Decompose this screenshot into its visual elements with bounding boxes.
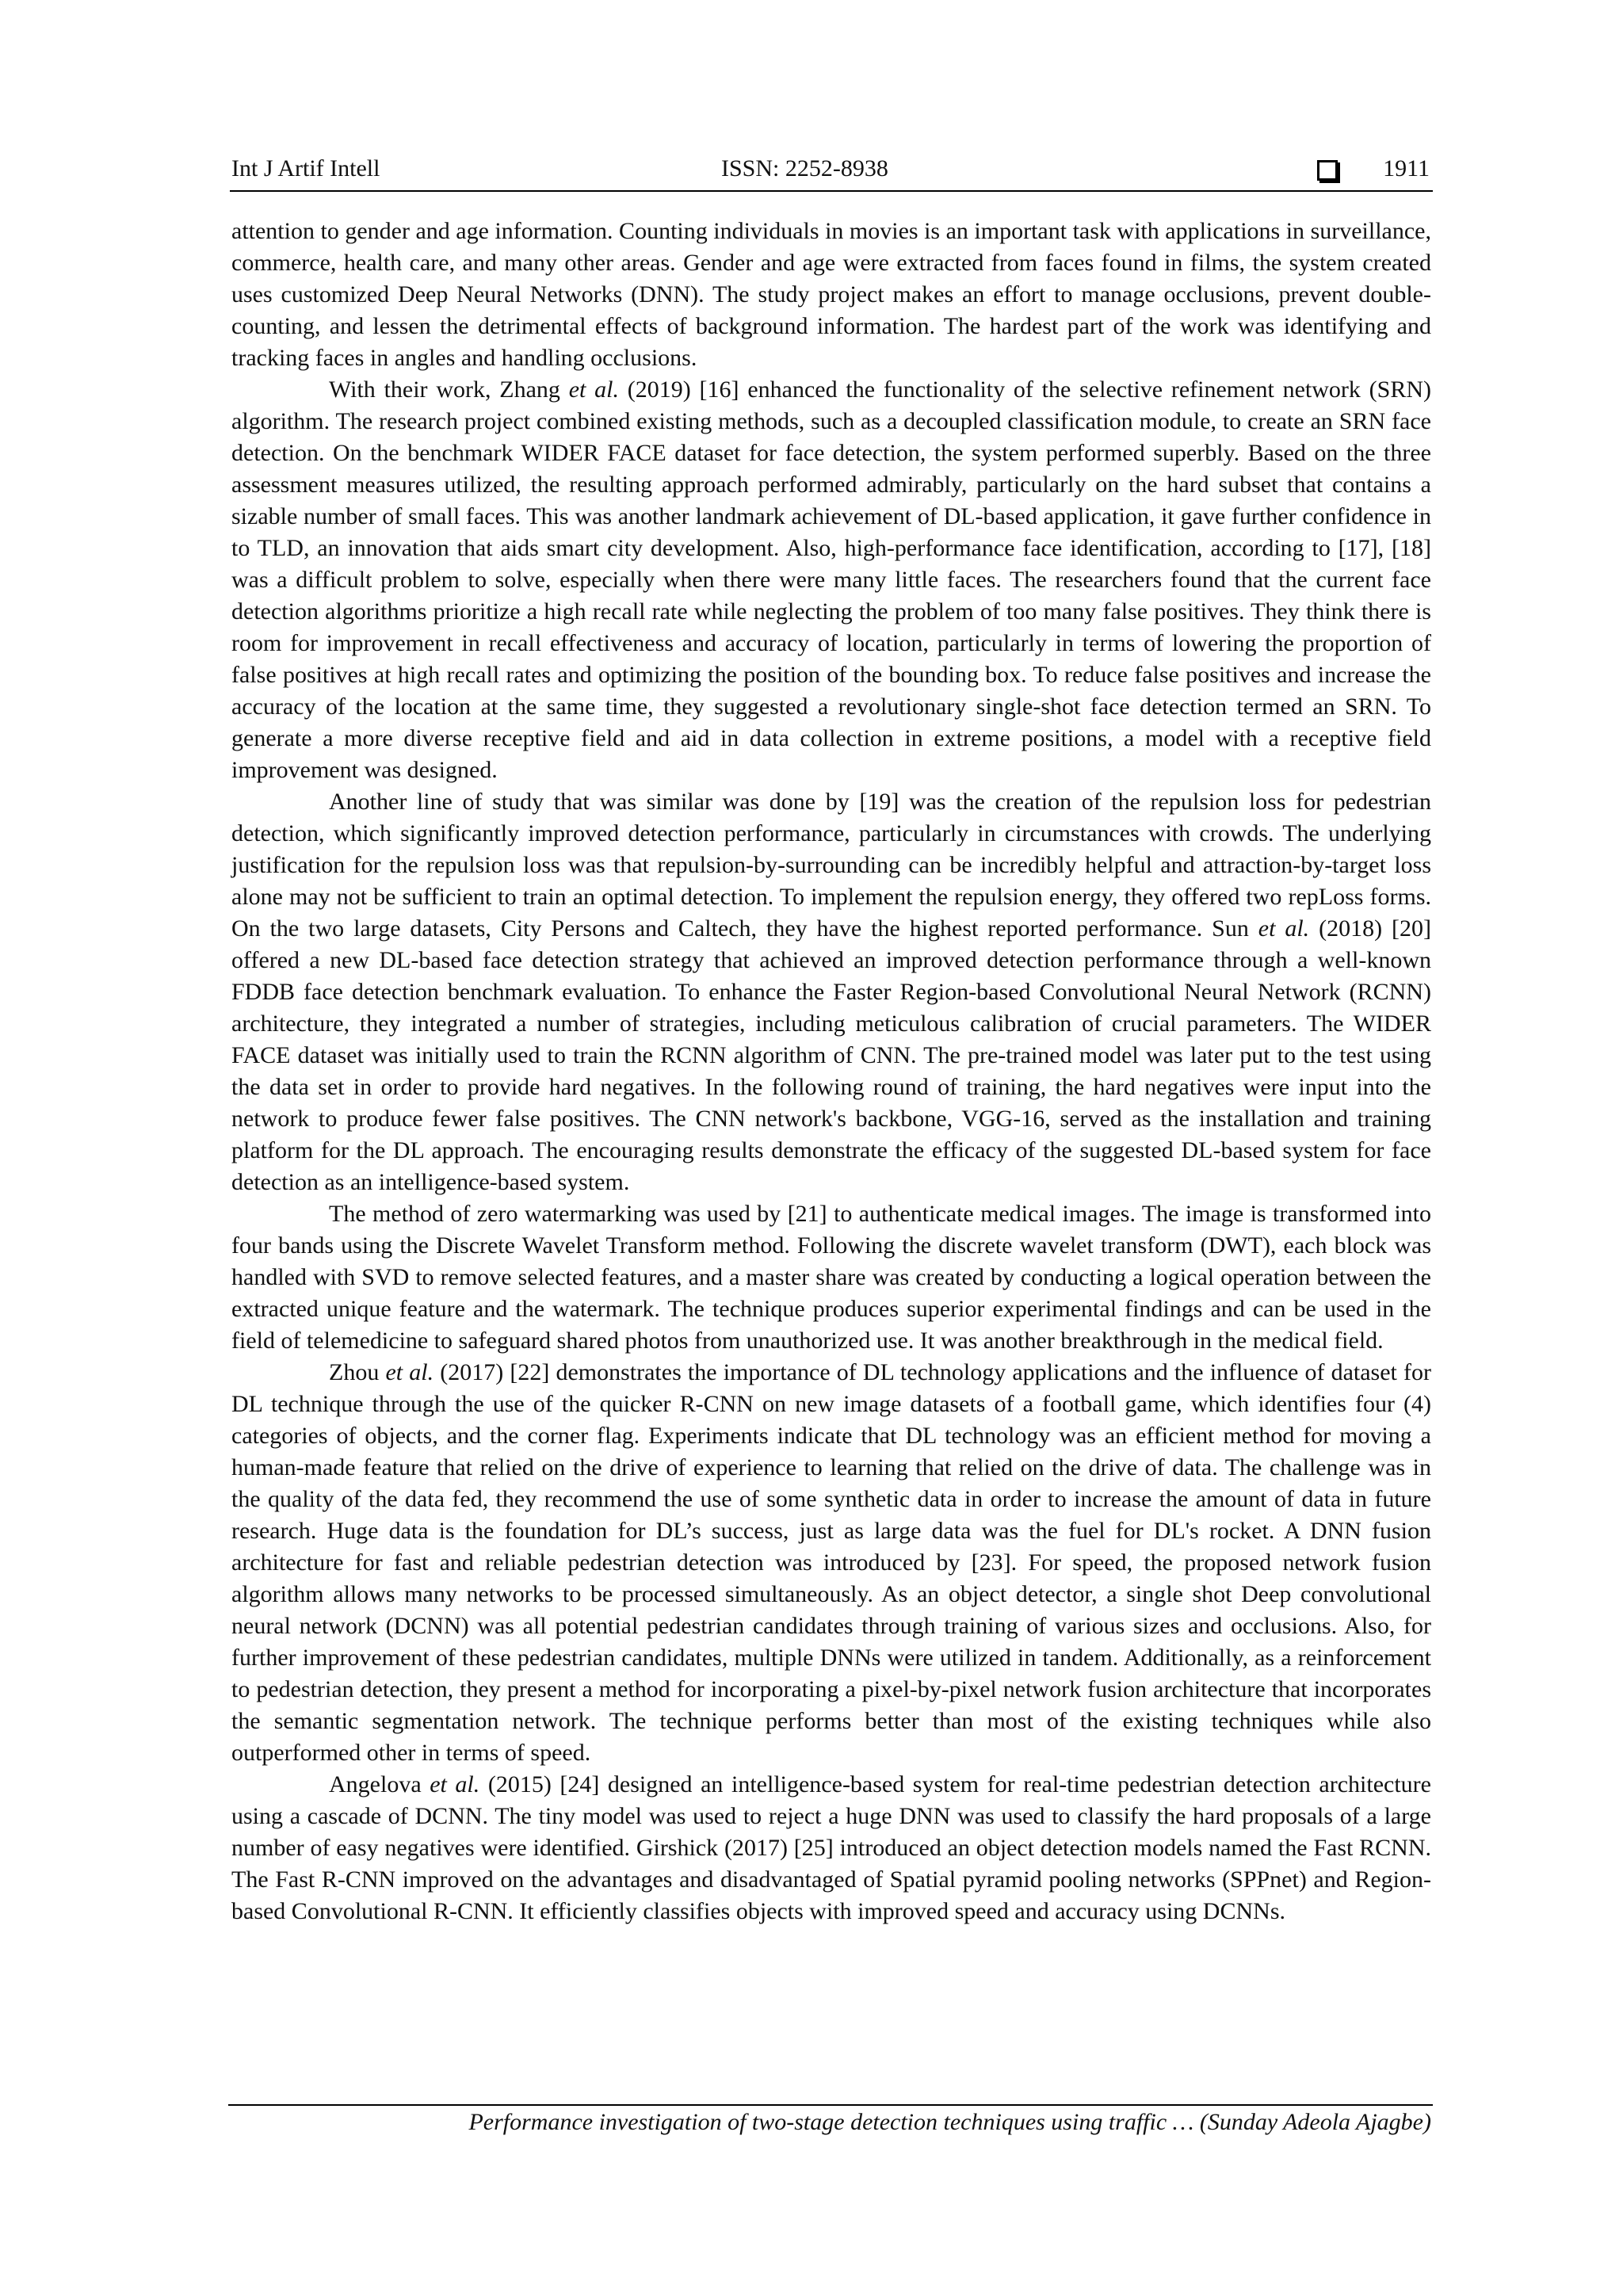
text-run: Another line of study that was similar was done by [19] was the creation of the repulsion loss for pedestrian detection, which significantly improved detection performance, particularly in circumstances with crowds. The underlying justification for the repulsion loss was that repulsion-by-surrounding can be incredibly helpful and attraction-by-target loss alone may not be sufficient to train an optimal detection. To implement the repulsion energy, they offered two repLoss forms. On the two large datasets, City Persons and Caltech, they have the highest reported performance. Sun xyxy=(231,789,1431,942)
text-run: Angelova xyxy=(329,1771,430,1797)
text-run: The method of zero watermarking was used by [21] to authenticate medical images. The image is transformed into four bands using the Discrete Wavelet Transform method. Following the discrete wavelet transform (DWT), each block was handled with SVD to remove selected features, and a master share was created by conducting a logical operation between the extracted unique feature and the watermark. The technique produces superior experimental findings and can be used in the field of telemedicine to safeguard shared photos from unauthorized use. It was another breakthrough in the medical field. xyxy=(231,1201,1431,1354)
text-run: (2019) [16] enhanced the functionality of the selective refinement network (SRN) algorithm. The research project combined existing methods, such as a decoupled classification module, to create an SRN face detection. On the benchmark WIDER FACE dataset for face detection, the system performed superbly. Based on the three assessment measures utilized, the resulting approach performed admirably, particularly on the hard subset that contains a sizable number of small faces. This was another landmark achievement of DL-based application, it gave further confidence in to TLD, an innovation that aids smart city development. Also, high-performance face identification, according to [17], [18] was a difficult problem to solve, especially when there were many little faces. The researchers found that the current face detection algorithms prioritize a high recall rate while neglecting the problem of too many false positives. They think there is room for improvement in recall effectiveness and accuracy of location, particularly in terms of lowering the proportion of false positives at high recall rates and optimizing the position of the bounding box. To reduce false positives and increase the accuracy of the location at the same time, they suggested a revolutionary single-shot face detection termed an SRN. To generate a more diverse receptive field and aid in data collection in extreme positions, a model with a receptive field improvement was designed. xyxy=(231,376,1431,783)
paragraph xyxy=(231,216,1431,374)
text-run: (2017) [22] demonstrates the importance of DL technology applications and the influence of dataset for DL technique through the use of the quicker R-CNN on new image datasets of a football game, which identifies four (4) categories of objects, and the corner flag. Experiments indicate that DL technology was an efficient method for moving a human-made feature that relied on the drive of experience to learning that relied on the drive of data. The challenge was in the quality of the data fed, they recommend the use of some synthetic data in order to increase the amount of data in future research. Huge data is the foundation for DL’s success, just as large data was the fuel for DL's rocket. A DNN fusion architecture for fast and reliable pedestrian detection was introduced by [23]. For speed, the proposed network fusion algorithm allows many networks to be processed simultaneously. As an object detector, a single shot Deep convolutional neural network (DCNN) was all potential pedestrian candidates through training of various sizes and occlusions. Also, for further improvement of these pedestrian candidates, multiple DNNs were utilized in tandem. Additionally, as a reinforcement to pedestrian detection, they present a method for incorporating a pixel-by-pixel network fusion architecture that incorporates the semantic segmentation network. The technique performs better than most of the existing techniques while also outperformed other in terms of speed. xyxy=(231,1359,1431,1766)
paragraph xyxy=(231,374,1431,786)
running-footer xyxy=(228,2104,1433,2136)
issn: ISSN: 2252-8938 xyxy=(721,155,888,181)
running-header xyxy=(230,154,1433,192)
journal-name: Int J Artif Intell xyxy=(231,155,380,181)
text-run: attention to gender and age information. Counting individuals in movies is an important task with applications in surveillance, commerce, health care, and many other areas. Gender and age were extracted from faces found in films, the system created uses customized Deep Neural Networks (DNN). The study project makes an effort to manage occlusions, prevent double-counting, and lessen the detrimental effects of background information. The hardest part of the work was identifying and tracking faces in angles and handling occlusions. xyxy=(231,218,1431,371)
italic-text: et al. xyxy=(1258,915,1310,942)
text-run: Zhou xyxy=(329,1359,386,1385)
text-run: (2018) [20] offered a new DL-based face detection strategy that achieved an improved detection performance through a well-known FDDB face detection benchmark evaluation. To enhance the Faster Region-based Convolutional Neural Network (RCNN) architecture, they integrated a number of strategies, including meticulous calibration of crucial parameters. The WIDER FACE dataset was initially used to train the RCNN algorithm of CNN. The pre-trained model was later put to the test using the data set in order to provide hard negatives. In the following round of training, the hard negatives were input into the network to produce fewer false positives. The CNN network's backbone, VGG-16, served as the installation and training platform for the DL approach. The encouraging results demonstrate the efficacy of the suggested DL-based system for face detection as an intelligence-based system. xyxy=(231,915,1431,1195)
footer-citation: Performance investigation of two-stage detection techniques using traffic … (Sunday Adeola Ajagbe) xyxy=(468,2109,1431,2135)
paragraph xyxy=(231,786,1431,1198)
paragraph xyxy=(231,1198,1431,1357)
body-text xyxy=(231,216,1431,1927)
text-run: (2015) [24] designed an intelligence-based system for real-time pedestrian detection architecture using a cascade of DCNN. The tiny model was used to reject a huge DNN was used to classify the hard proposals of a large number of easy negatives were identified. Girshick (2017) [25] introduced an object detection models named the Fast RCNN. The Fast R-CNN improved on the advantages and disadvantaged of Spatial pyramid pooling networks (SPPnet) and Region-based Convolutional R-CNN. It efficiently classifies objects with improved speed and accuracy using DCNNs. xyxy=(231,1771,1431,1924)
square-icon xyxy=(1317,160,1338,181)
paragraph xyxy=(231,1357,1431,1769)
page-number: 1911 xyxy=(1383,155,1430,181)
paragraph xyxy=(231,1769,1431,1927)
italic-text: et al. xyxy=(385,1359,434,1385)
italic-text: et al. xyxy=(568,376,619,403)
text-run: With their work, Zhang xyxy=(329,376,569,403)
italic-text: et al. xyxy=(430,1771,480,1797)
